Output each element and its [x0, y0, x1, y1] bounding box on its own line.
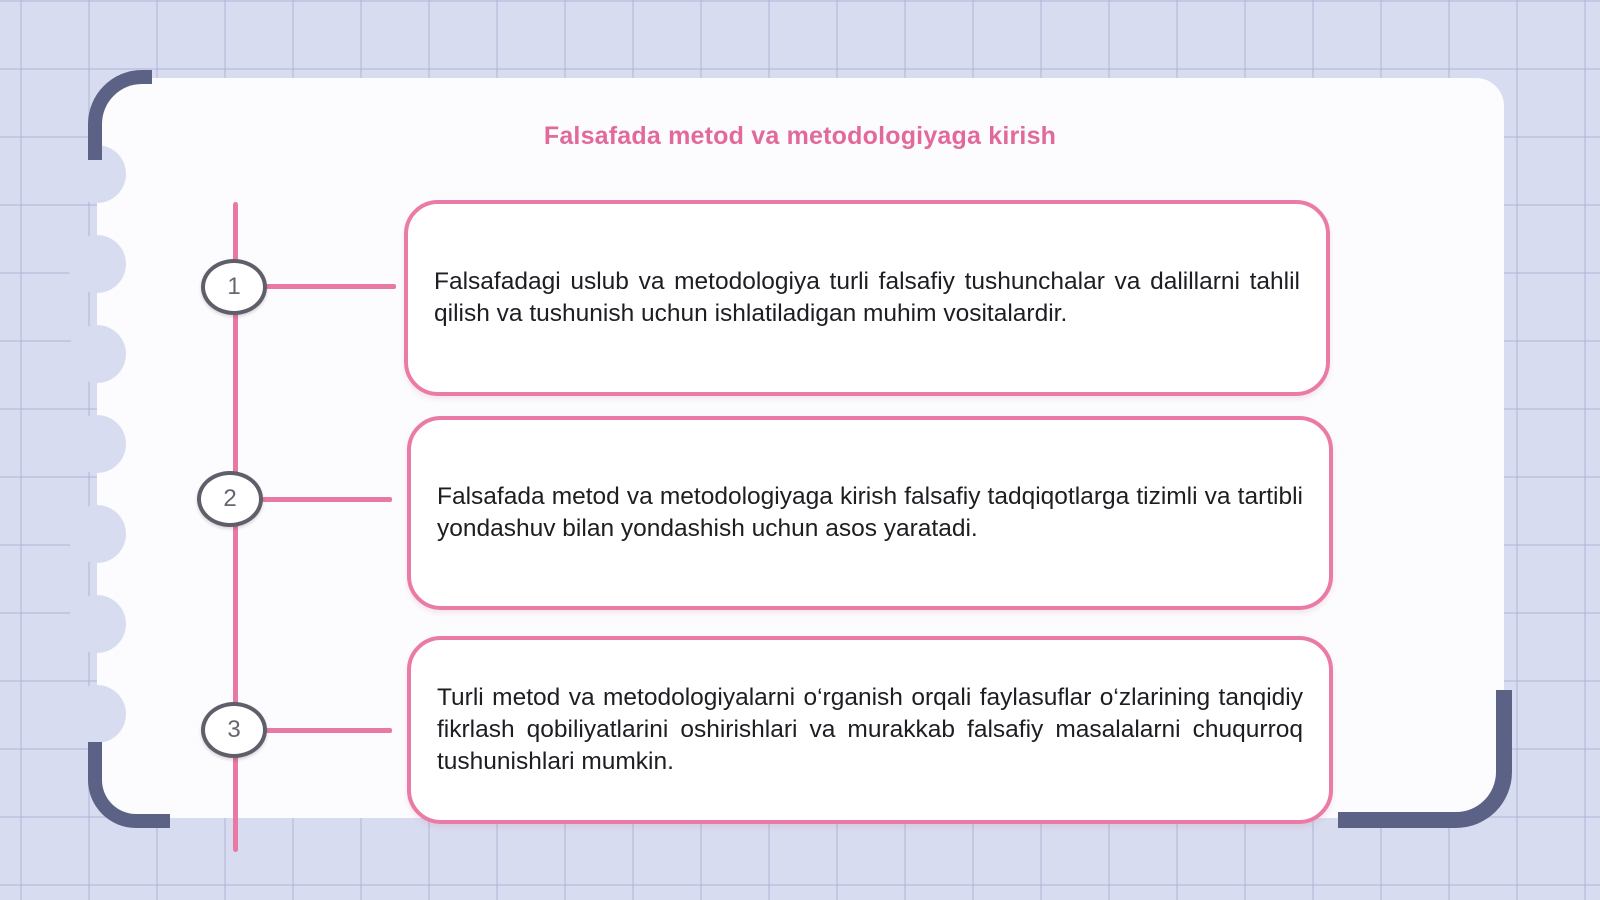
paper-notch — [68, 685, 126, 743]
paper-notch — [68, 415, 126, 473]
step-number-2: 2 — [197, 471, 263, 527]
connector-line — [262, 497, 392, 502]
frame-corner-bottom-left — [88, 742, 170, 828]
timeline-item-box — [404, 200, 1330, 396]
step-number-3: 3 — [201, 702, 267, 758]
paper-notch — [68, 325, 126, 383]
paper-notch — [68, 235, 126, 293]
timeline-item-text: Falsafada metod va metodologiyaga kirish falsafiy tadqiqotlarga tizimli va tartibli yondashuv bilan yondashish uchun asos yaratadi. — [437, 483, 1303, 542]
timeline-item-text: Falsafadagi uslub va metodologiya turli falsafiy tushunchalar va dalillarni tahlil qilish va tushunish uchun ishlatiladigan muhim vositalardir. — [434, 268, 1300, 327]
connector-line — [266, 284, 396, 289]
step-number-1: 1 — [201, 259, 267, 315]
timeline-item-box — [407, 636, 1333, 824]
timeline-item-box — [407, 416, 1333, 610]
paper-notch — [68, 595, 126, 653]
paper-notch — [68, 505, 126, 563]
slide-title: Falsafada metod va metodologiyaga kirish — [543, 122, 1057, 150]
connector-line — [266, 728, 392, 733]
timeline-item-text: Turli metod va metodologiyalarni o‘rganish orqali faylasuflar o‘zlarining tanqidiy fikrlash qobiliyatlarini oshirishlari va murakkab falsafiy masalalarni chuqurroq tushunishlari mumkin. — [437, 684, 1303, 775]
frame-corner-bottom-right — [1338, 690, 1512, 828]
